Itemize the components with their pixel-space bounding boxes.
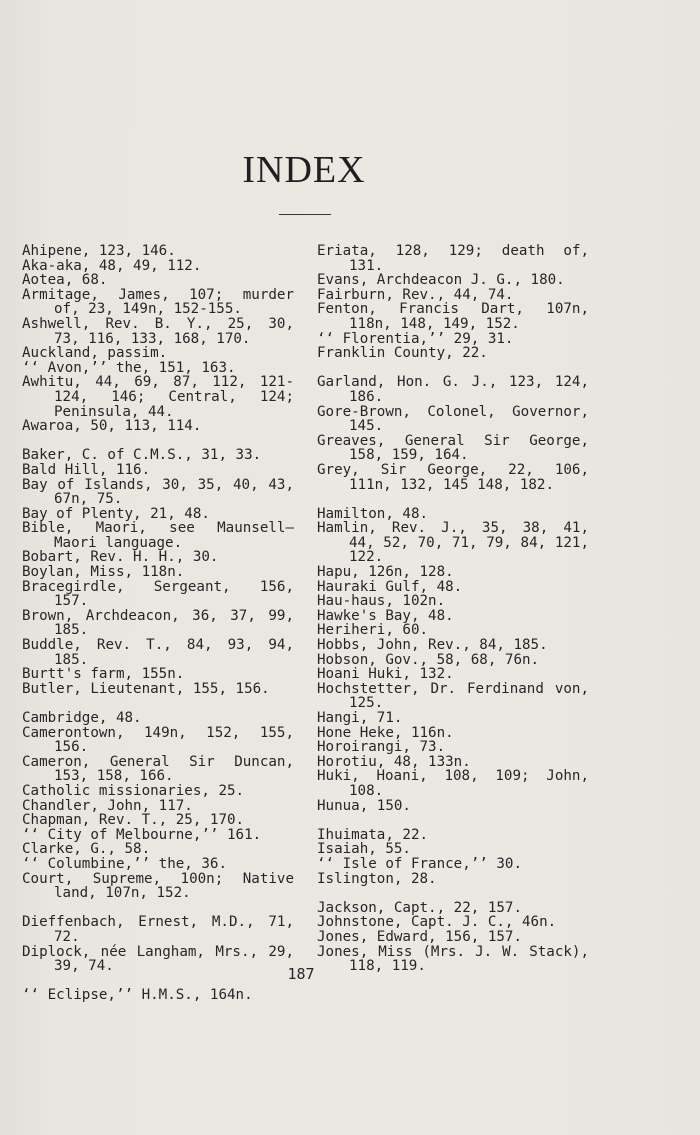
index-entry: Franklin County, 22. [317,345,488,362]
index-entry: Bible, Maori, see Maunsell— Maori language. [22,520,294,551]
index-entry: Court, Supreme, 100n; Native land, 107n, 152. [22,870,294,902]
index-entry: Ihuimata, 22. [317,826,429,843]
index-entry: Hawke's Bay, 48. [317,607,454,624]
index-entry: Armitage, James, 107; murder of, 23, 149n, 152-155. [22,286,294,318]
index-entry: Catholic missionaries, 25. [22,782,245,799]
index-entry: Hunua, 150. [317,797,411,814]
index-letter-gap [22,901,294,916]
index-entry: Hangi, 71. [317,710,403,726]
index-letter-gap [317,886,589,901]
index-entry: Aotea, 68. [22,272,108,289]
index-entry: Baker, C. of C.M.S., 31, 33. [22,447,262,464]
index-entry: Johnstone, Capt. J. C., 46n. [317,914,557,931]
index-entry: Evans, Archdeacon J. G., 180. [317,272,565,289]
index-entry: Hapu, 126n, 128. [317,564,454,581]
index-entry: Horotiu, 48, 133n. [317,753,471,770]
index-entry: Diplock, née Langham, Mrs., 29, 39, 74. [22,943,294,975]
index-entry: Auckland, passim. [22,345,168,362]
index-entry: Hamilton, 48. [317,505,429,522]
index-entry: ‘‘ Eclipse,’’ H.M.S., 164n. [22,987,253,1004]
page-title: INDEX [242,149,366,191]
index-entry: Bay of Islands, 30, 35, 40, 43, 67n, 75. [22,476,294,508]
index-entry: Clarke, G., 58. [22,841,151,858]
index-entry: Fenton, Francis Dart, 107n, 118n, 148, 149, 152. [317,301,589,332]
index-entry: Greaves, General Sir George, 158, 159, 164. [317,432,589,464]
index-entry: Fairburn, Rev., 44, 74. [317,286,514,303]
index-entry: Burtt's farm, 155n. [22,666,185,683]
index-entry: Awaroa, 50, 113, 114. [22,418,202,435]
index-entry: Hone Heke, 116n. [317,724,454,741]
index-letter-gap [22,434,294,449]
index-entry: ‘‘ Florentia,’’ 29, 31. [317,330,514,347]
index-entry: Chapman, Rev. T., 25, 170. [22,812,245,829]
index-entry: Chandler, John, 117. [22,797,193,814]
index-entry: Heriheri, 60. [317,622,429,639]
index-entry: Dieffenbach, Ernest, M.D., 71, 72. [22,914,294,945]
index-entry: Hobbs, John, Rev., 84, 185. [317,637,548,654]
index-entry: Jones, Miss (Mrs. J. W. Stack), 118, 119. [317,943,589,975]
index-entry: Hochstetter, Dr. Ferdinand von, 125. [317,680,589,712]
index-entry: Hobson, Gov., 58, 68, 76n. [317,651,540,668]
index-entry: Bracegirdle, Sergeant, 156, 157. [22,578,294,610]
index-letter-gap [317,492,589,507]
index-entry: Cambridge, 48. [22,710,142,726]
index-entry: Hamlin, Rev. J., 35, 38, 41, 44, 52, 70, 71, 79, 84, 121, 122. [317,520,589,566]
index-entry: Aka-aka, 48, 49, 112. [22,257,202,274]
index-entry: ‘‘ Avon,’’ the, 151, 163. [22,359,236,376]
index-entry: Ahipene, 123, 146. [22,243,176,259]
index-entry: Hauraki Gulf, 48. [317,578,463,595]
index-entry: Huki, Hoani, 108, 109; John, 108. [317,768,589,799]
index-column-left [22,244,294,1003]
page-number: 187 [287,965,315,983]
index-entry: Hoani Huki, 132. [317,666,454,683]
index-entry: ‘‘ Isle of France,’’ 30. [317,855,522,872]
index-entry: Jackson, Capt., 22, 157. [317,899,522,916]
index-entry: Butler, Lieutenant, 155, 156. [22,680,270,697]
index-entry: Bobart, Rev. H. H., 30. [22,549,219,566]
index-entry: Cameron, General Sir Duncan, 153, 158, 166. [22,753,294,785]
index-entry: Bay of Plenty, 21, 48. [22,505,210,522]
index-entry: Boylan, Miss, 118n. [22,564,185,581]
index-entry: ‘‘ Columbine,’’ the, 36. [22,855,227,872]
index-entry: Ashwell, Rev. B. Y., 25, 30, 73, 116, 133, 168, 170. [22,315,294,347]
index-entry: Garland, Hon. G. J., 123, 124, 186. [317,374,589,405]
index-entry: Jones, Edward, 156, 157. [317,928,522,945]
index-entry: Gore-Brown, Colonel, Governor, 145. [317,403,589,435]
index-entry: Horoirangi, 73. [317,739,446,756]
index-letter-gap [317,813,589,828]
index-entry: ‘‘ City of Melbourne,’’ 161. [22,826,262,843]
index-entry: Eriata, 128, 129; death of, 131. [317,243,589,274]
index-entry: Bald Hill, 116. [22,461,151,478]
index-entry: Isaiah, 55. [317,841,411,858]
index-letter-gap [22,696,294,711]
index-column-right [317,244,589,974]
index-entry: Buddle, Rev. T., 84, 93, 94, 185. [22,637,294,668]
index-entry: Islington, 28. [317,870,437,887]
index-entry: Camerontown, 149n, 152, 155, 156. [22,724,294,756]
index-entry: Hau-haus, 102n. [317,593,446,610]
index-letter-gap [317,361,589,376]
index-entry: Grey, Sir George, 22, 106, 111n, 132, 145 148, 182. [317,461,589,493]
index-entry: Brown, Archdeacon, 36, 37, 99, 185. [22,607,294,639]
title-rule [279,214,331,215]
index-entry: Awhitu, 44, 69, 87, 112, 121-124, 146; Central, 124; Peninsula, 44. [22,374,294,420]
